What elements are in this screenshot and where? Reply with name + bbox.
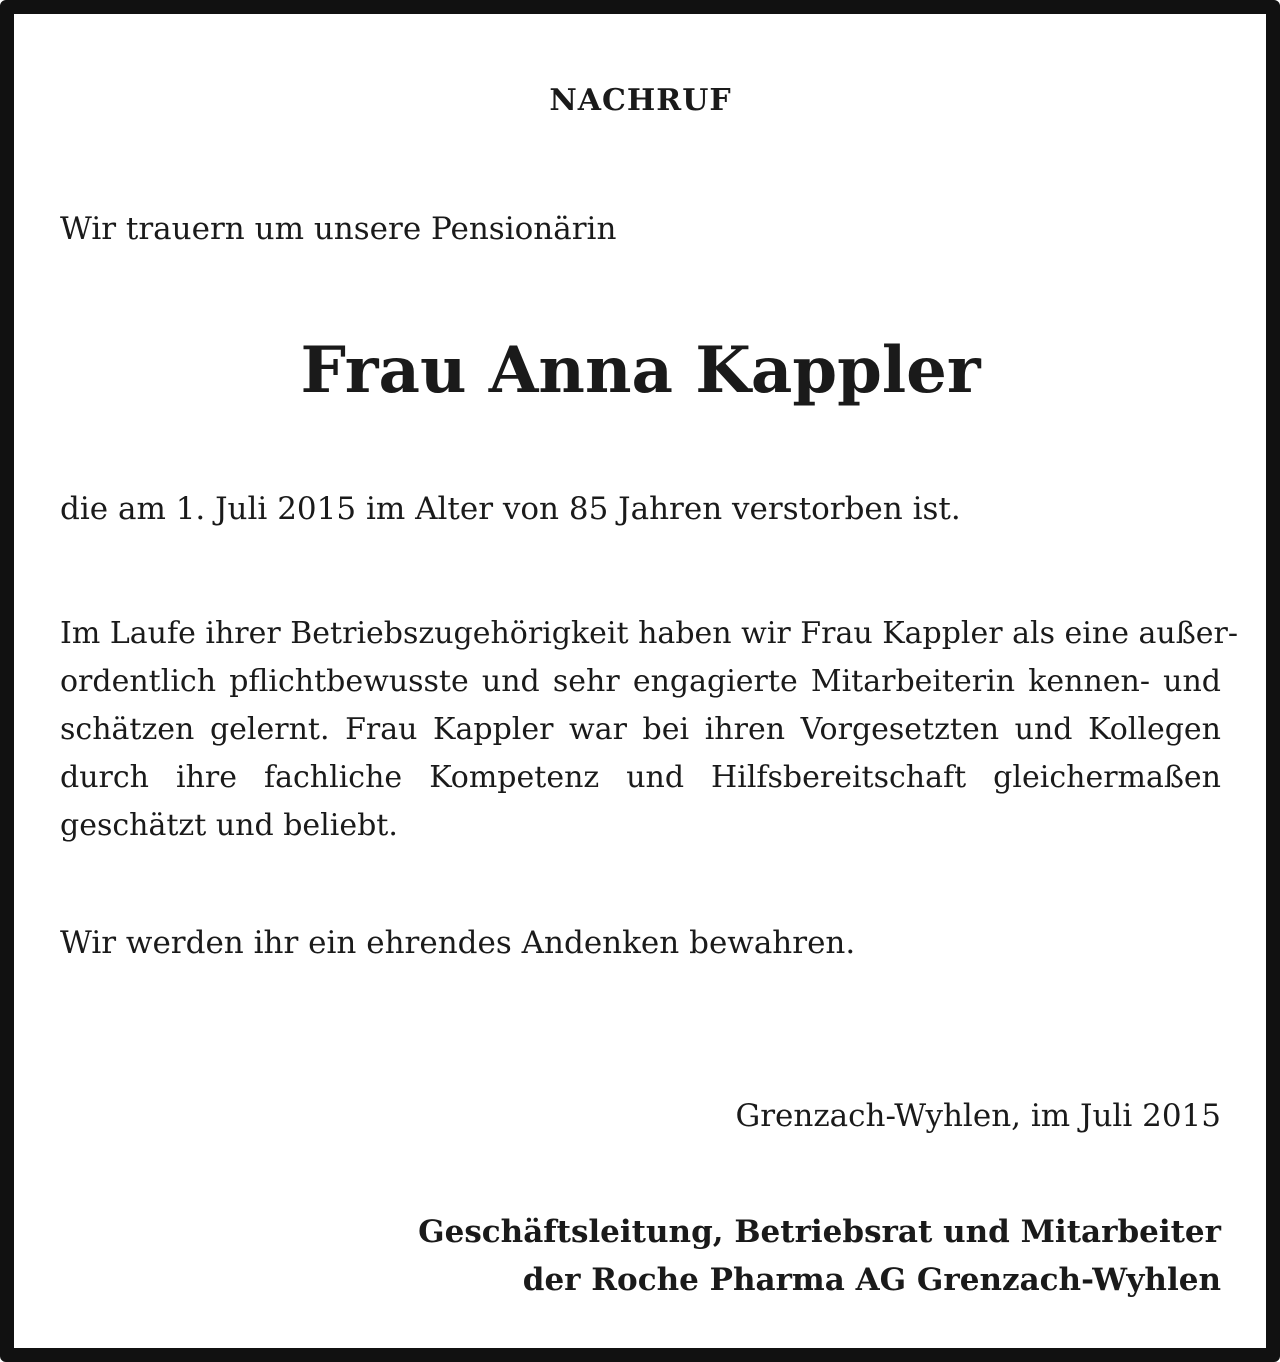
signature-block: [418, 1208, 1221, 1304]
tribute-line: ordentlich pflichtbewusste und sehr engagierte Mitarbeiterin kennen- und: [60, 664, 1221, 699]
intro-line: Wir trauern um unsere Pensionärin: [60, 211, 617, 247]
tribute-paragraph: [60, 610, 1238, 850]
death-date-line: die am 1. Juli 2015 im Alter von 85 Jahren verstorben ist.: [60, 491, 961, 527]
signature-line: der Roche Pharma AG Grenzach-Wyhlen: [522, 1262, 1221, 1298]
signature-line: Geschäftsleitung, Betriebsrat und Mitarbeiter: [418, 1214, 1221, 1250]
notice-heading: NACHRUF: [549, 83, 732, 118]
closing-line: Wir werden ihr ein ehrendes Andenken bewahren.: [60, 925, 856, 961]
deceased-name: Frau Anna Kappler: [300, 333, 981, 408]
tribute-line: durch ihre fachliche Kompetenz und Hilfsbereitschaft gleichermaßen: [60, 760, 1221, 795]
obituary-notice: [60, 0, 1238, 1362]
tribute-line: schätzen gelernt. Frau Kappler war bei ihren Vorgesetzten und Kollegen: [60, 712, 1221, 747]
tribute-line: geschätzt und beliebt.: [60, 808, 398, 843]
place-date-line: Grenzach-Wyhlen, im Juli 2015: [735, 1098, 1221, 1134]
tribute-line: Im Laufe ihrer Betriebszugehörigkeit haben wir Frau Kappler als eine außer-: [60, 616, 1238, 651]
